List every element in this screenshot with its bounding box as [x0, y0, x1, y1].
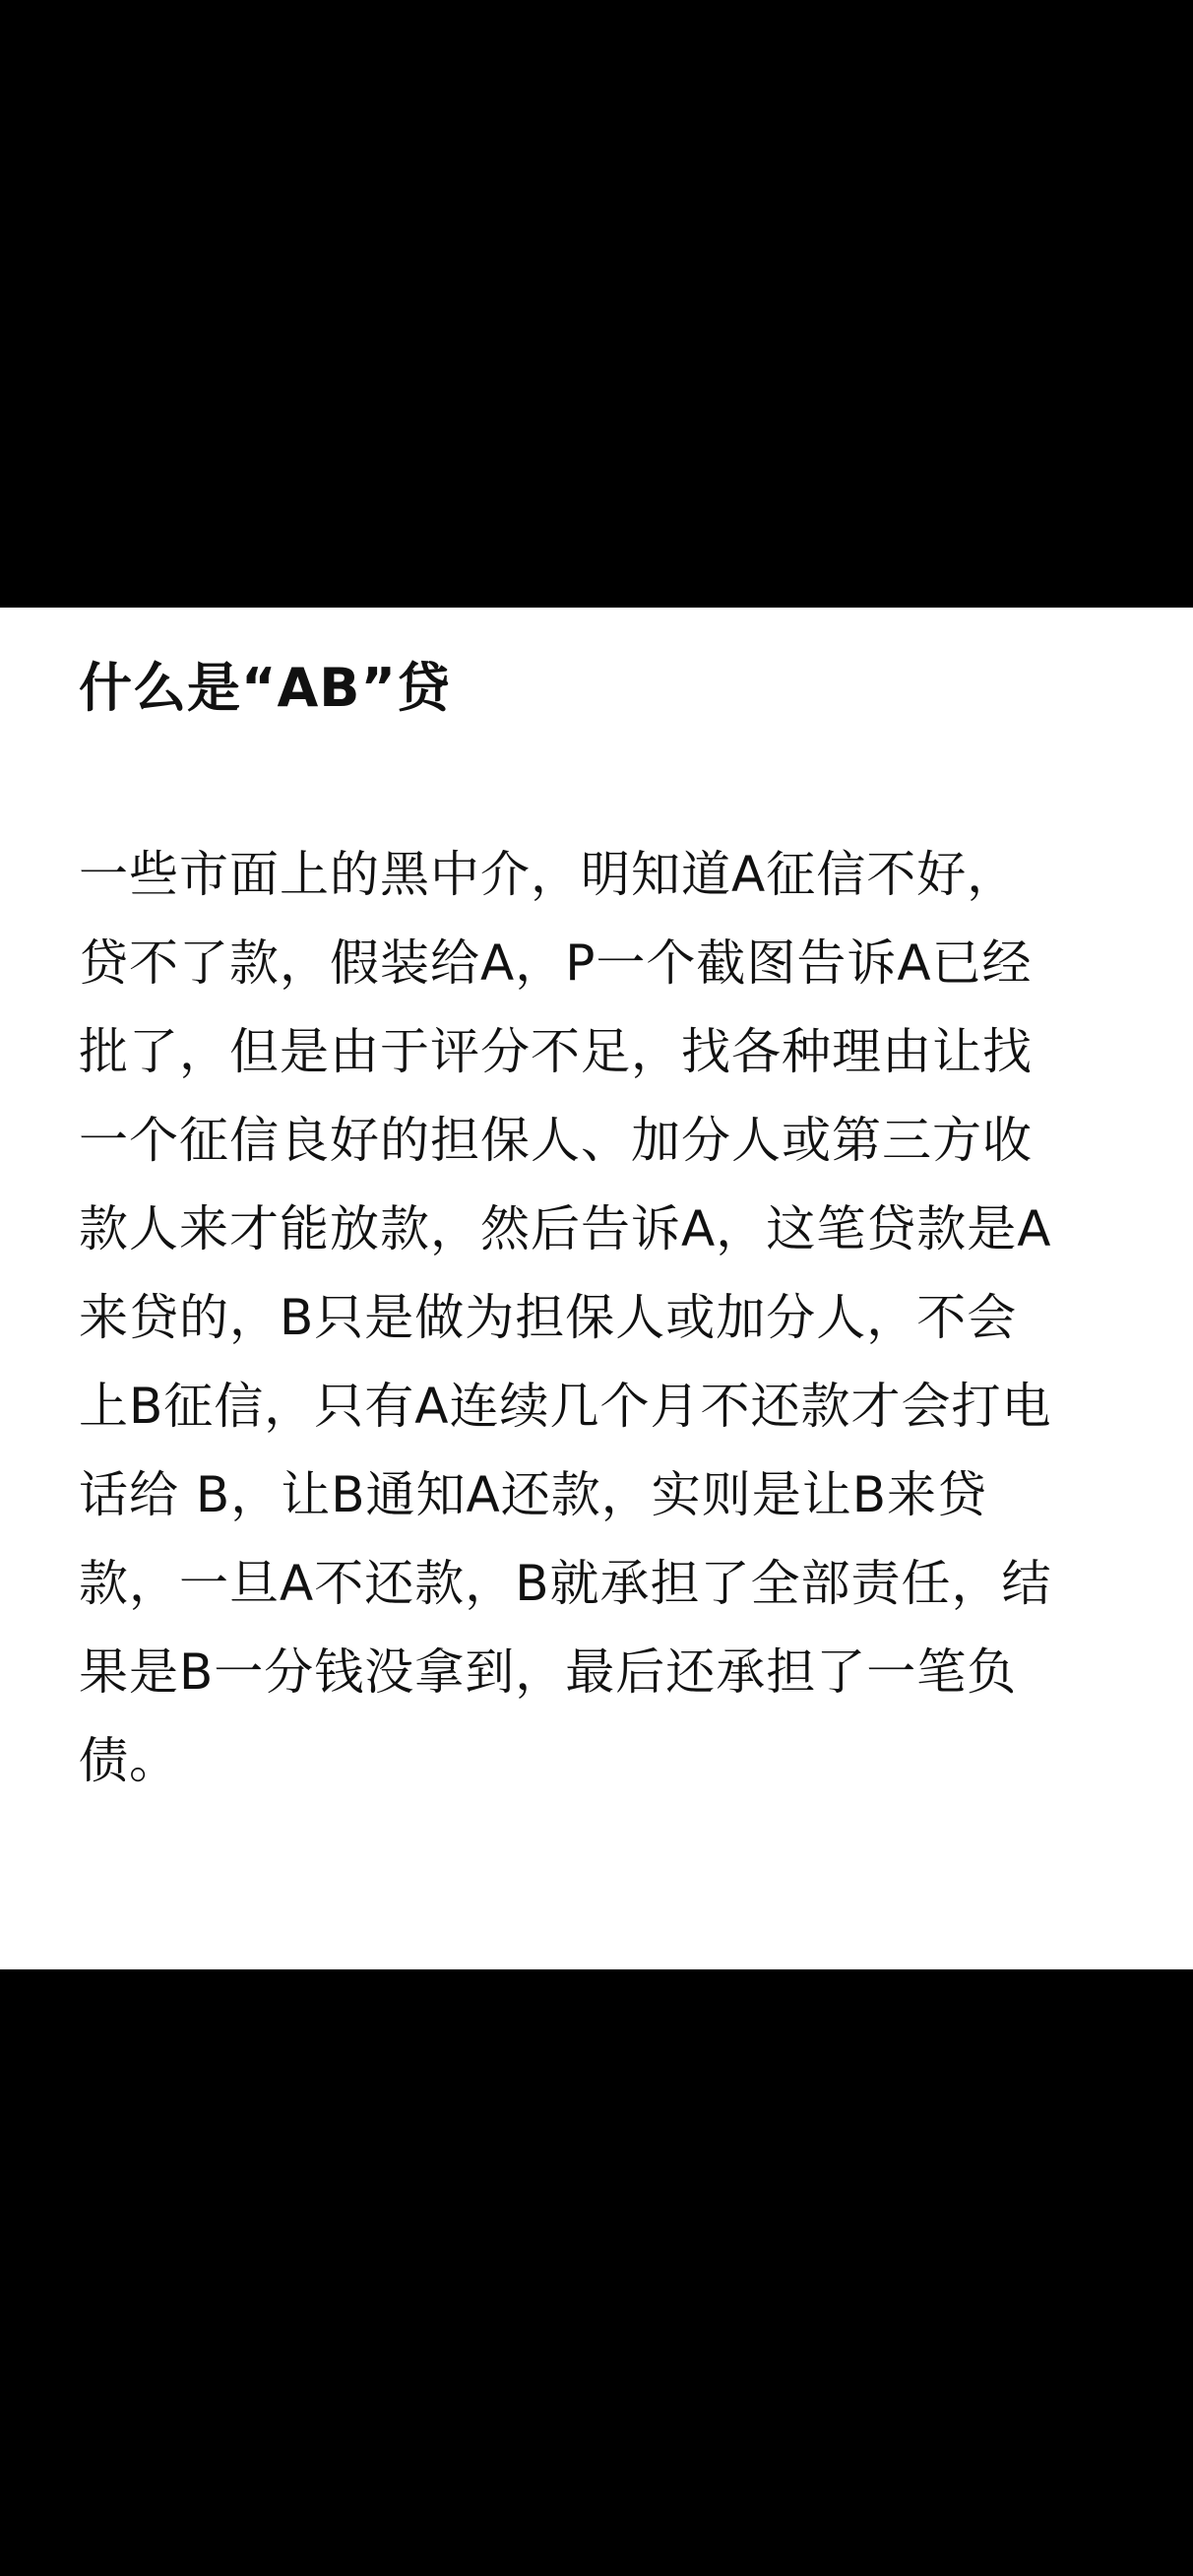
article-line: 果是B一分钱没拿到，最后还承担了一笔负	[79, 1642, 1018, 1701]
article-line: 一些市面上的黑中介，明知道A征信不好，	[79, 845, 1018, 903]
article-line: 款，一旦A不还款，B就承担了全部责任，结	[79, 1554, 1052, 1612]
article-line: 款人来才能放款，然后告诉A，这笔贷款是A	[79, 1199, 1052, 1257]
article-line: 上B征信，只有A连续几个月不还款才会打电	[79, 1377, 1052, 1435]
article-line: 来贷的，B只是做为担保人或加分人，不会	[79, 1288, 1018, 1346]
article-line: 贷不了款，假装给A，P一个截图告诉A已经	[79, 934, 1033, 992]
article-body	[79, 830, 1124, 1805]
article-line: 一个征信良好的担保人、加分人或第三方收	[79, 1111, 1033, 1169]
article-line: 批了，但是由于评分不足，找各种理由让找	[79, 1022, 1033, 1080]
article-title: 什么是“AB”贷	[79, 657, 451, 719]
article-line: 话给 B，让B通知A还款，实则是让B来贷	[79, 1465, 988, 1523]
article-line: 债。	[79, 1731, 179, 1789]
article-card	[0, 608, 1193, 1969]
